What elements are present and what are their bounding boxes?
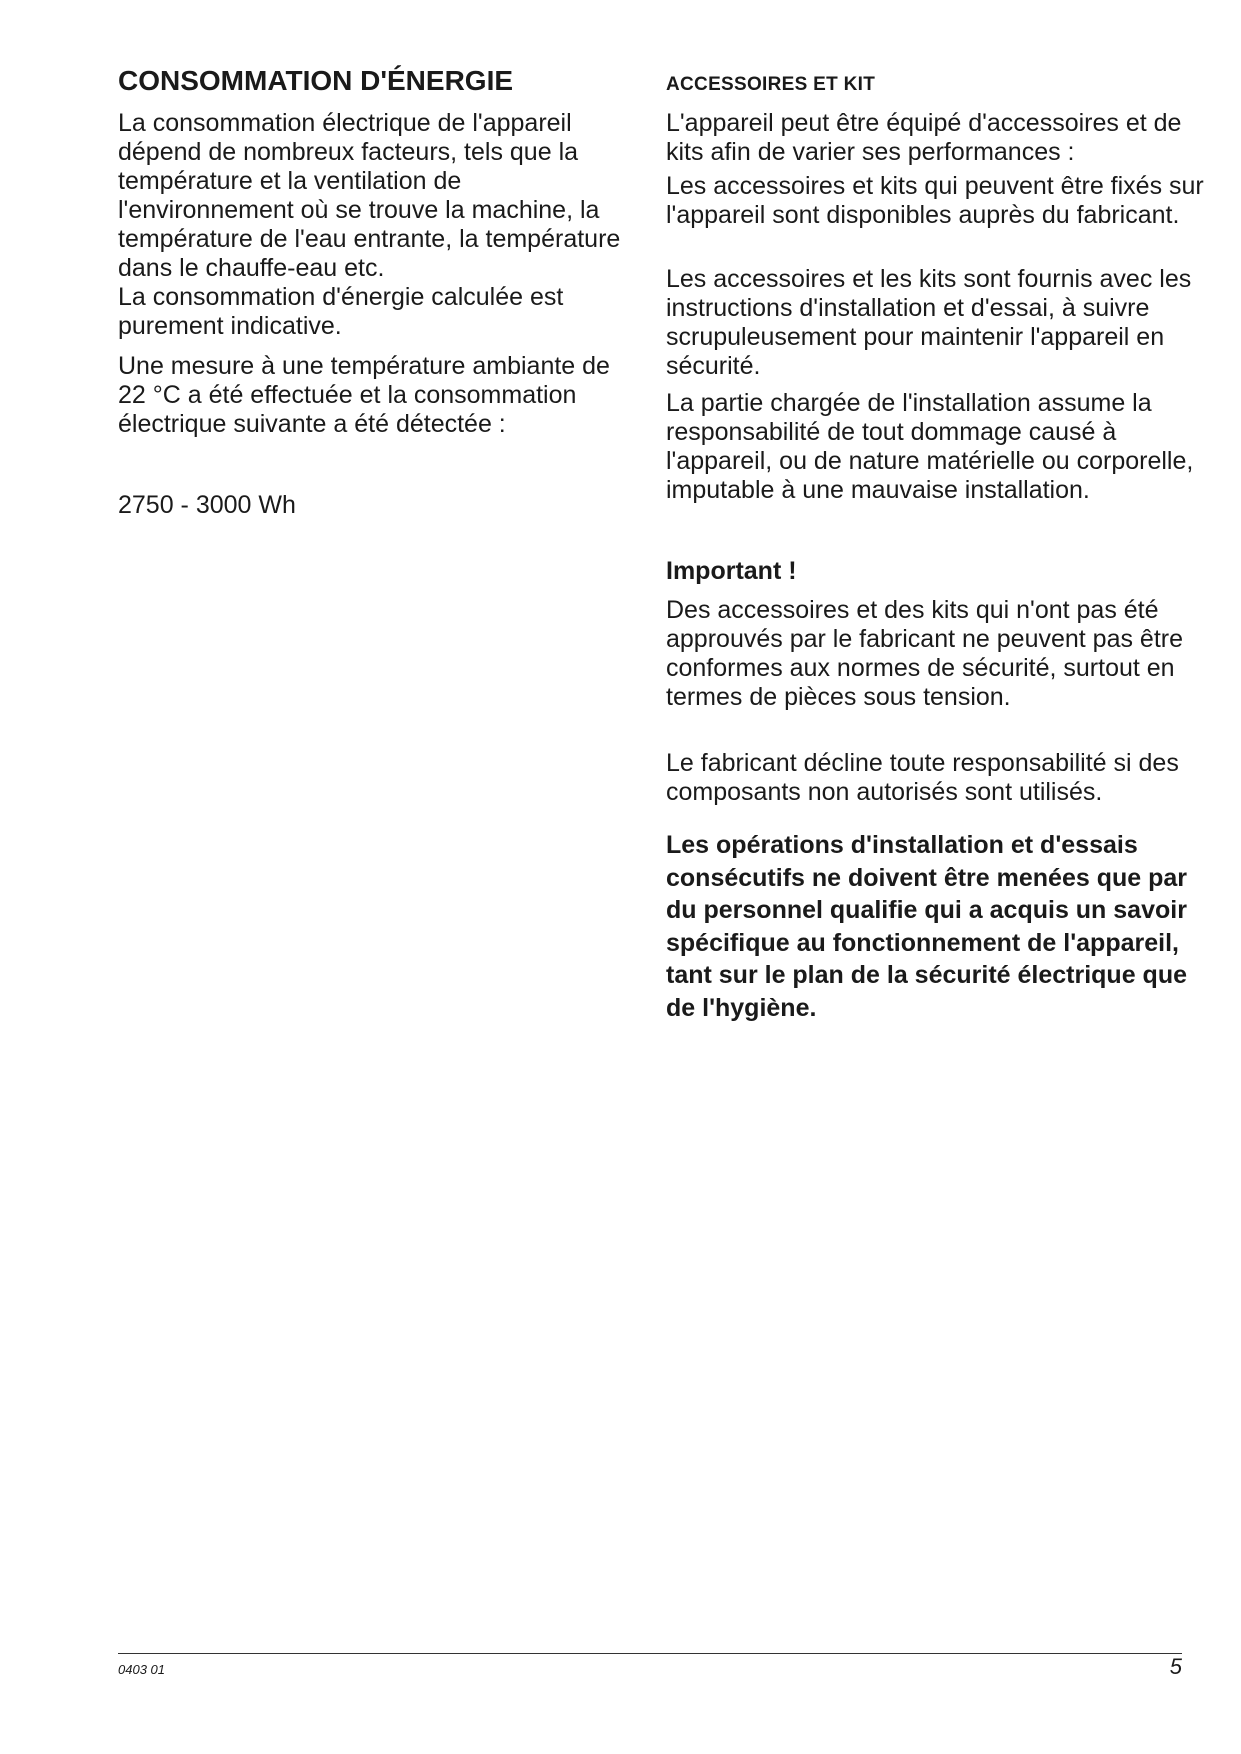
footer-document-code: 0403 01 [118,1662,165,1677]
section-title-energy: CONSOMMATION D'ÉNERGIE [118,65,514,96]
section-title-accessories: ACCESSOIRES ET KIT [666,74,876,95]
energy-paragraph-indicative: La consommation d'énergie calculée est purement indicative. [118,283,564,340]
energy-paragraph-factors: La consommation électrique de l'appareil dépend de nombreux facteurs, tels que la température et la ventilation de l'environnement où se trouve la machine, la température de l'eau entrante, la température dans le chauffe-eau etc. [118,109,621,282]
accessories-paragraph-availability: Les accessoires et kits qui peuvent être fixés sur l'appareil sont disponibles auprès du fabricant. [666,172,1204,229]
important-paragraph-unapproved: Des accessoires et des kits qui n'ont pas été approuvés par le fabricant ne peuvent pas être conformes aux normes de sécurité, surtout en termes de pièces sous tension. [666,596,1184,711]
footer-divider [118,1653,1182,1654]
energy-consumption-value: 2750 - 3000 Wh [118,491,296,519]
accessories-paragraph-responsibility: La partie chargée de l'installation assume la responsabilité de tout dommage causé à l'appareil, ou de nature matérielle ou corporelle, imputable à une mauvaise installation. [666,389,1194,504]
accessories-paragraph-intro: L'appareil peut être équipé d'accessoires et de kits afin de varier ses performances : [666,109,1182,166]
important-paragraph-liability: Le fabricant décline toute responsabilité si des composants non autorisés sont utilisés. [666,749,1179,806]
important-heading: Important ! [666,557,797,585]
accessories-paragraph-instructions: Les accessoires et les kits sont fournis avec les instructions d'installation et d'essai, à suivre scrupuleusement pour maintenir l'appareil en sécurité. [666,265,1192,380]
page-number: 5 [1169,1654,1182,1679]
energy-paragraph-measurement: Une mesure à une température ambiante de 22 °C a été effectuée et la consommation électrique suivante a été détectée : [118,352,610,438]
qualified-personnel-notice: Les opérations d'installation et d'essais consécutifs ne doivent être menées que par du personnel qualifie qui a acquis un savoir spécifique au fonctionnement de l'appareil, tant sur le plan de la sécurité électrique que de l'hygiène. [666,831,1187,1022]
